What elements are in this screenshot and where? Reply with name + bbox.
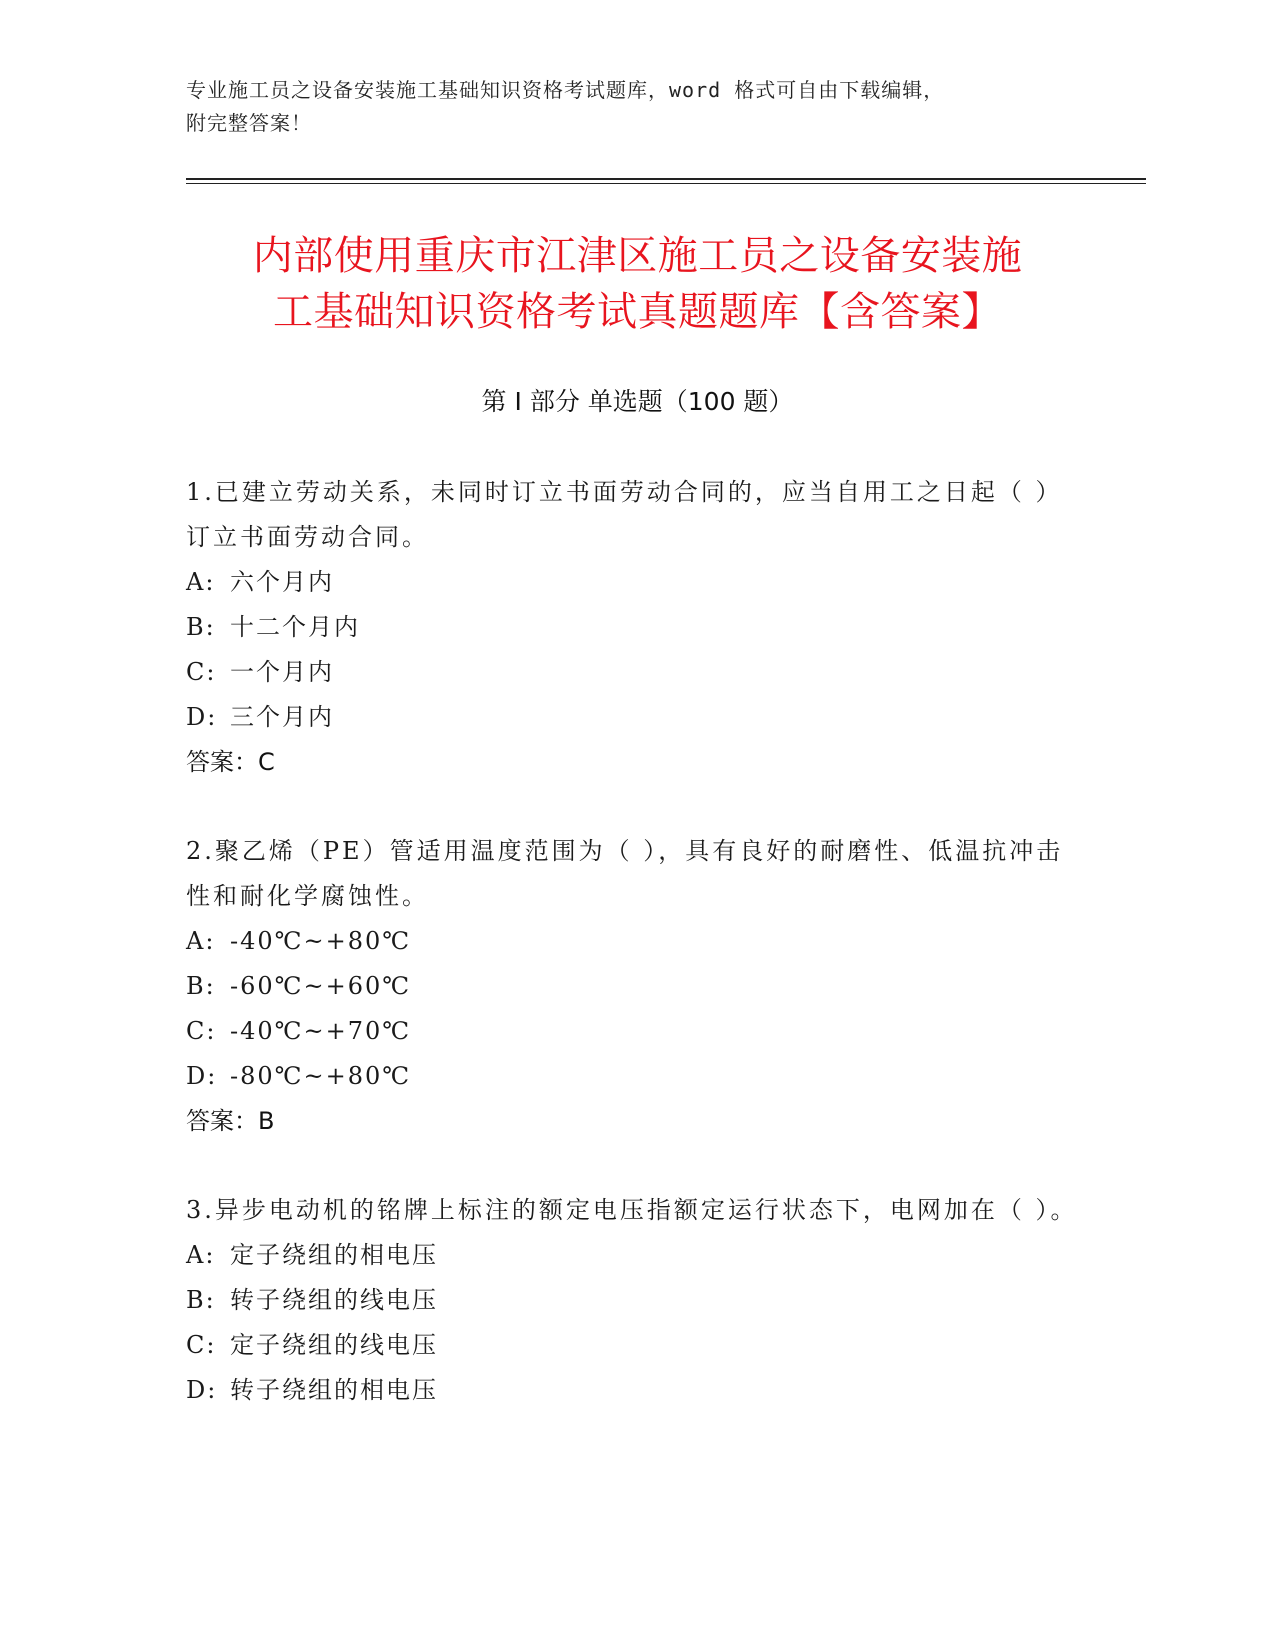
answer-label: 答案：B [186, 1107, 275, 1135]
document-title [150, 228, 1125, 340]
option-d [186, 695, 1086, 740]
option-text: -60℃~+60℃ [230, 972, 412, 1000]
option-text: -40℃~+70℃ [230, 1017, 412, 1045]
question-list [186, 470, 1086, 1457]
question-stem: 3.异步电动机的铭牌上标注的额定电压指额定运行状态下，电网加在（ ）。 [186, 1196, 1078, 1224]
option-b [186, 964, 1086, 1009]
option-text: 定子绕组的相电压 [230, 1241, 438, 1269]
document-title-line-1: 内部使用重庆市江津区施工员之设备安装施 [252, 233, 1023, 279]
option-c [186, 650, 1086, 695]
option-letter: B: [186, 972, 216, 1000]
option-text: 六个月内 [230, 568, 334, 596]
option-c [186, 1323, 1086, 1368]
option-letter: C: [186, 1017, 217, 1045]
question-3 [186, 1188, 1086, 1413]
option-letter: C: [186, 1331, 217, 1359]
option-letter: A: [186, 568, 216, 596]
option-text: 转子绕组的相电压 [230, 1376, 438, 1404]
header-note [186, 74, 1066, 140]
option-letter: C: [186, 658, 217, 686]
question-2 [186, 829, 1086, 1144]
option-d [186, 1054, 1086, 1099]
option-letter: D: [186, 703, 218, 731]
option-text: 转子绕组的线电压 [230, 1286, 438, 1314]
header-note-line-2: 附完整答案！ [186, 111, 312, 135]
question-stem: 2.聚乙烯（PE）管适用温度范围为（ ），具有良好的耐磨性、低温抗冲击性和耐化学腐蚀性。 [186, 837, 1064, 910]
option-a [186, 560, 1086, 605]
option-letter: A: [186, 927, 216, 955]
option-c [186, 1009, 1086, 1054]
option-a [186, 919, 1086, 964]
option-letter: A: [186, 1241, 216, 1269]
header-divider-thick [186, 178, 1146, 180]
answer-label: 答案：C [186, 748, 275, 776]
option-b [186, 605, 1086, 650]
option-text: -40℃~+80℃ [230, 927, 412, 955]
option-text: 三个月内 [230, 703, 334, 731]
option-letter: D: [186, 1376, 218, 1404]
option-text: 十二个月内 [230, 613, 360, 641]
section-title: 第 I 部分 单选题（100 题） [481, 387, 794, 416]
option-text: -80℃~+80℃ [230, 1062, 412, 1090]
option-text: 定子绕组的线电压 [230, 1331, 438, 1359]
option-letter: D: [186, 1062, 218, 1090]
header-divider-thin [186, 183, 1146, 184]
option-b [186, 1278, 1086, 1323]
question-1 [186, 470, 1086, 785]
document-title-line-2: 工基础知识资格考试真题题库【含答案】 [273, 289, 1002, 335]
option-letter: B: [186, 1286, 216, 1314]
option-text: 一个月内 [230, 658, 334, 686]
question-stem: 1.已建立劳动关系，未同时订立书面劳动合同的，应当自用工之日起（ ）订立书面劳动合同。 [186, 478, 1063, 551]
option-d [186, 1368, 1086, 1413]
option-a [186, 1233, 1086, 1278]
header-note-line-1: 专业施工员之设备安装施工基础知识资格考试题库，word 格式可自由下载编辑， [186, 78, 945, 102]
option-letter: B: [186, 613, 216, 641]
